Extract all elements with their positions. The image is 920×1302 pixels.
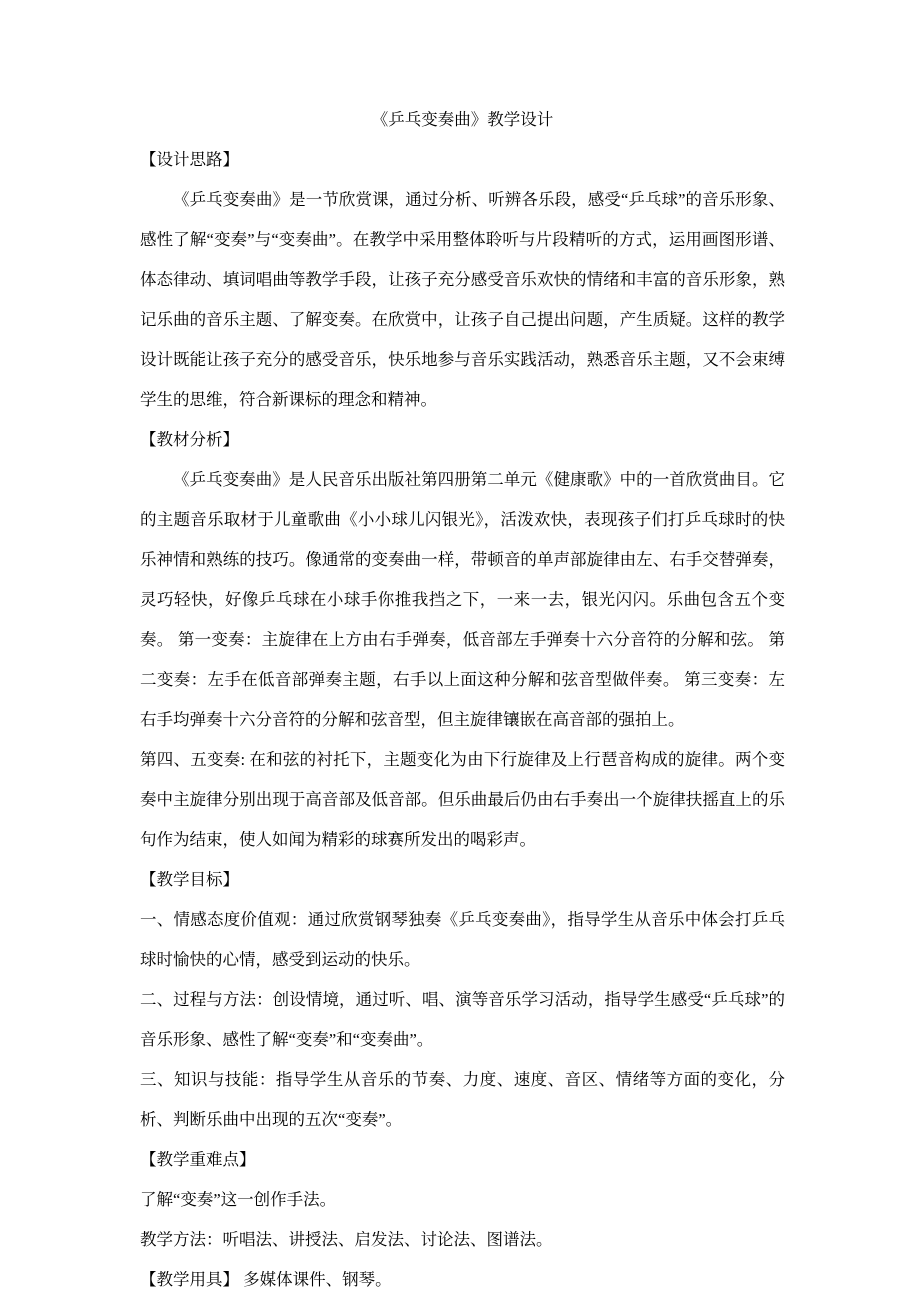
paragraph-teaching-methods: 教学方法：听唱法、讲授法、启发法、讨论法、图谱法。 [140,1230,553,1249]
section-heading-design-idea: 【设计思路】 [140,150,239,169]
page-title: 《乒乓变奏曲》教学设计 [371,110,554,129]
paragraph-design-idea: 《乒乓变奏曲》是一节欣赏课，通过分析、听辨各乐段，感受“乒乓球”的音乐形象、感性了解“变奏”与“变奏曲”。在教学中采用整体聆听与片段精听的方式，运用画图形谱、体态律动、填词唱曲等教学手段，让孩子充分感受音乐欢快的情绪和丰富的音乐形象，熟记乐曲的音乐主题、了解变奏。在欣赏中，让孩子自己提出问题，产生质疑。这样的教学设计既能让孩子充分的感受音乐，快乐地参与音乐实践活动，熟悉音乐主题，又不会束缚学生的思维，符合新课标的理念和精神。 [140,190,785,409]
section-heading-teaching-goals: 【教学目标】 [140,870,239,889]
section-heading-key-points: 【教学重难点】 [140,1150,256,1169]
paragraph-goal-1: 一、情感态度价值观：通过欣赏钢琴独奏《乒乓变奏曲》，指导学生从音乐中体会打乒乓球时愉快的心情，感受到运动的快乐。 [140,910,785,969]
paragraph-goal-3: 三、知识与技能：指导学生从音乐的节奏、力度、速度、音区、情绪等方面的变化，分析、判断乐曲中出现的五次“变奏”。 [140,1070,785,1129]
paragraph-goal-2: 二、过程与方法：创设情境，通过听、唱、演等音乐学习活动，指导学生感受“乒乓球”的音乐形象、感性了解“变奏”和“变奏曲”。 [140,990,785,1049]
paragraph-variations-4-5: 第四、五变奏: 在和弦的衬托下，主题变化为由下行旋律及上行琶音构成的旋律。两个变奏中主旋律分别出现于高音部及低音部。但乐曲最后仍由右手奏出一个旋律扶摇直上的乐句作为结束，使人如闻为精彩的球赛所发出的喝彩声。 [140,750,785,849]
section-heading-material-analysis: 【教材分析】 [140,430,239,449]
paragraph-key-point: 了解“变奏”这一创作手法。 [140,1190,337,1209]
paragraph-teaching-tools: 【教学用具】 多媒体课件、钢琴。 [140,1270,392,1289]
paragraph-material-analysis: 《乒乓变奏曲》是人民音乐出版社第四册第二单元《健康歌》中的一首欣赏曲目。它的主题音乐取材于儿童歌曲《小小球儿闪银光》，活泼欢快，表现孩子们打乒乓球时的快乐神情和熟练的技巧。像通常的变奏曲一样，带顿音的单声部旋律由左、右手交替弹奏，灵巧轻快，好像乒乓球在小球手你推我挡之下，一来一去，银光闪闪。乐曲包含五个变奏。 第一变奏：主旋律在上方由右手弹奏，低音部左手弹奏十六分音符的分解和弦。 第二变奏：左手在低音部弹奏主题，右手以上面这种分解和弦音型做伴奏。 第三变奏：左右手均弹奏十六分音符的分解和弦音型，但主旋律镶嵌在高音部的强拍上。 [140,470,785,729]
